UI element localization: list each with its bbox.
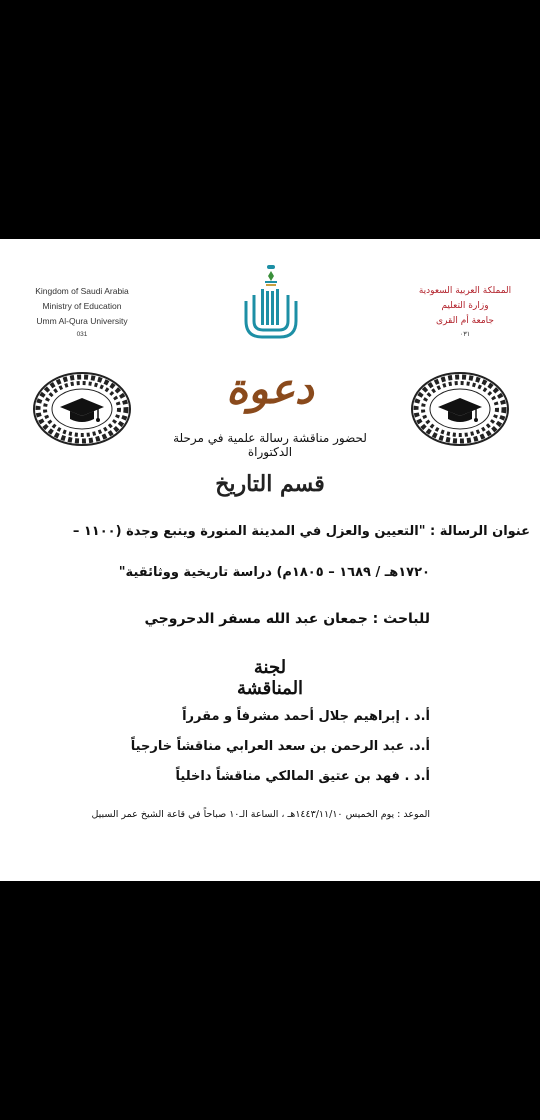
committee-member: أ.د . فهد بن عتيق المالكي مناقشاً داخلياً [175, 769, 430, 784]
committee-heading: لجنة المناقشة [236, 657, 304, 699]
invite-line: لحضور مناقشة رسالة علمية في مرحلة الدكتوراة [173, 431, 367, 459]
english-header-line-1: Kingdom of Saudi Arabia [35, 286, 129, 296]
invitation-logo-word: دعوة [226, 364, 314, 413]
english-header-line-4: 031 [76, 331, 88, 338]
department-title: قسم التاريخ [215, 471, 325, 497]
committee-member: أ.د . إبراهيم جلال أحمد مشرفاً و مقرراً [182, 709, 430, 724]
arabic-header-line-3: جامعة أم القرى [436, 316, 494, 326]
thesis-title-line-1: عنوان الرسالة : "التعيين والعزل في المدينة المنورة وينبع وجدة (١١٠٠ – [72, 524, 530, 539]
graduation-cap-badge-icon [32, 371, 132, 447]
english-header-line-2: Ministry of Education [42, 301, 122, 311]
arabic-header-line-1: المملكة العربية السعودية [418, 286, 512, 296]
invitation-card [0, 239, 540, 881]
researcher-name: للباحث : جمعان عبد الله مسفر الدحروجي [144, 611, 430, 627]
arabic-header [395, 284, 535, 340]
appointment-line: الموعد : يوم الخميس ١٤٤٣/١١/١٠هـ ، الساعة الـ١٠ صباحاً في قاعة الشيخ عمر السبيل [91, 809, 430, 820]
committee-member: أ.د. عبد الرحمن بن سعد العرابي مناقشاً خارجياً [130, 739, 430, 754]
arabic-header-line-4: ٠٣١ [459, 330, 471, 338]
english-header-line-3: Umm Al-Qura University [36, 316, 128, 326]
arabic-header-line-2: وزارة التعليم [441, 301, 489, 311]
graduation-cap-badge-icon [410, 371, 510, 447]
thesis-title-line-2: ١٧٢٠هـ / ١٦٨٩ – ١٨٠٥م) دراسة تاريخية ووثائقية" [118, 565, 430, 580]
university-logo-icon [241, 261, 301, 343]
english-header [12, 284, 152, 340]
